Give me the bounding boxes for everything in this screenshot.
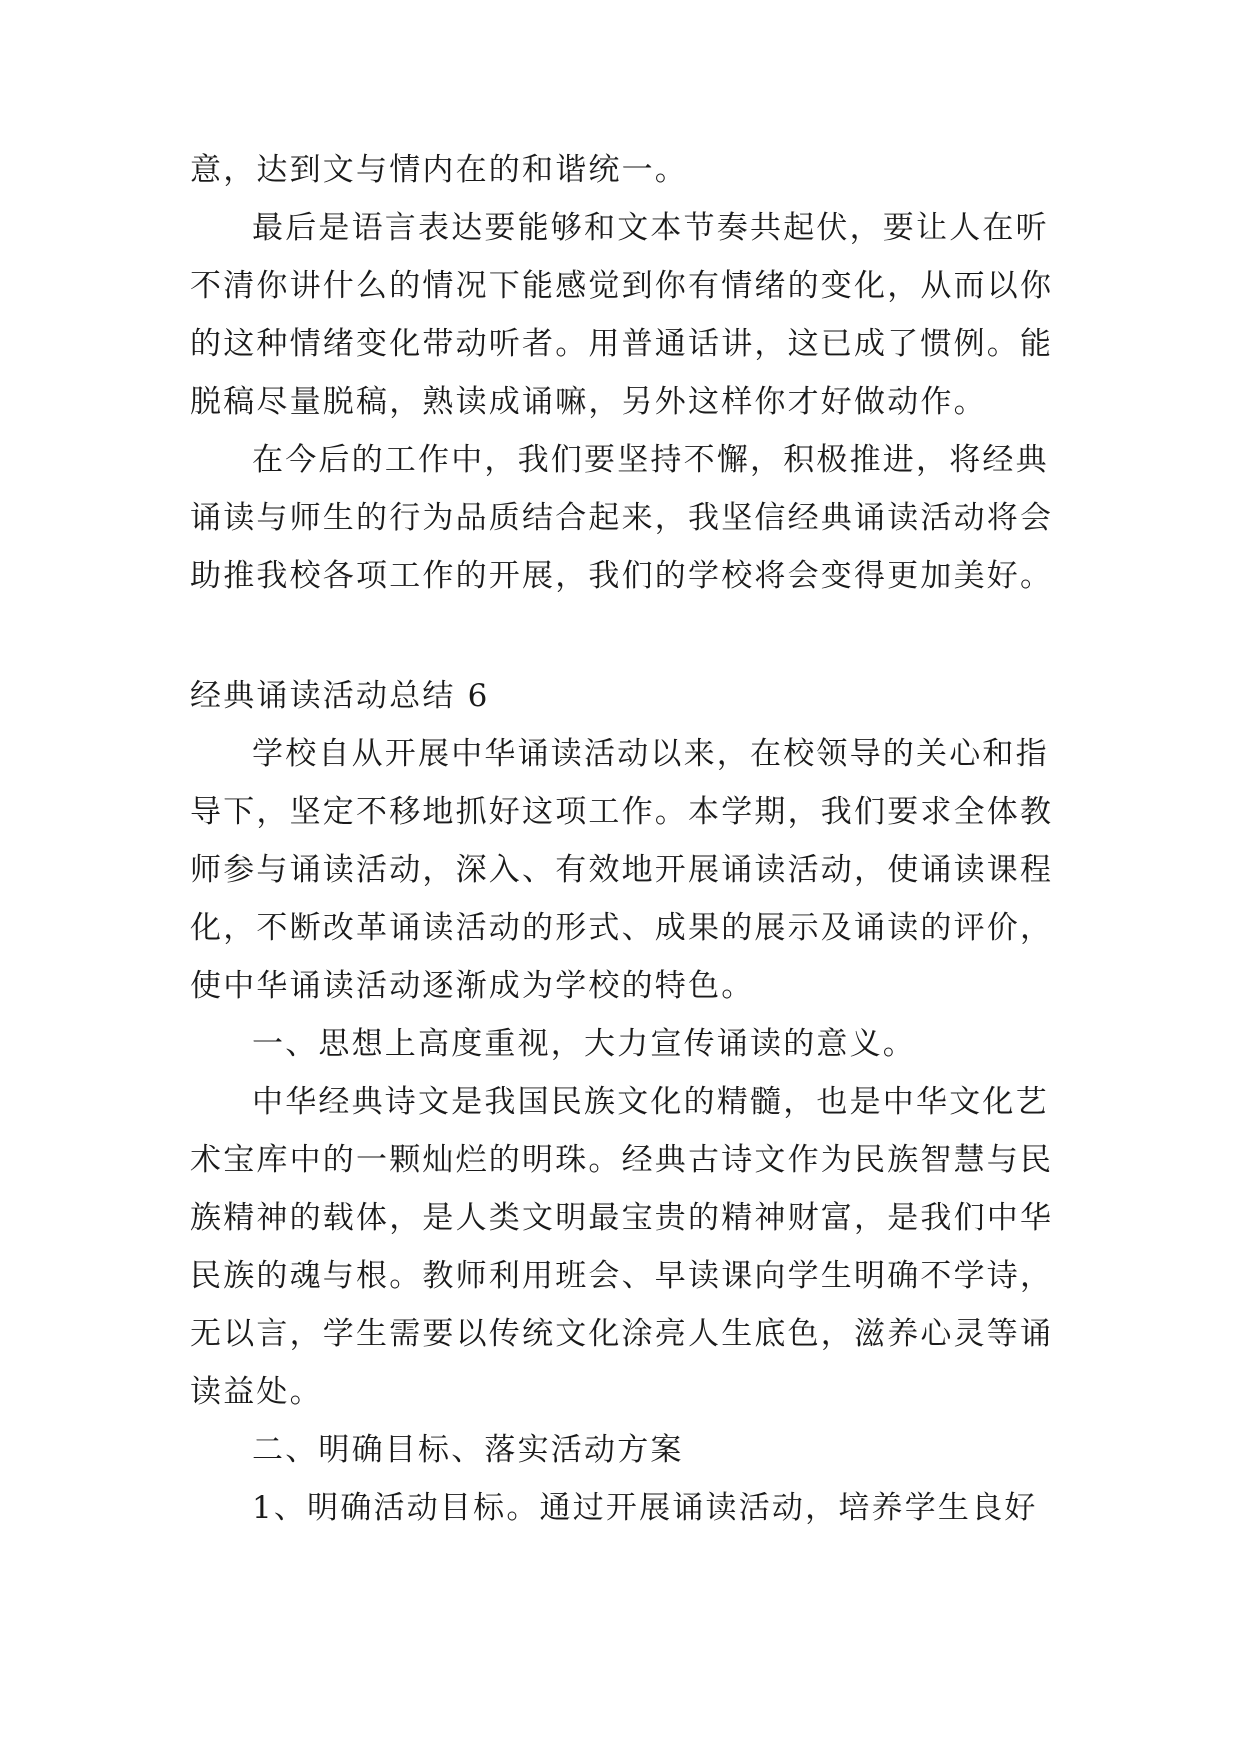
text-line: 师参与诵读活动，深入、有效地开展诵读活动，使诵读课程 bbox=[190, 852, 1054, 888]
text-line: 意，达到文与情内在的和谐统一。 bbox=[190, 152, 688, 188]
text-line: 的这种情绪变化带动听者。用普通话讲，这已成了惯例。能 bbox=[190, 326, 1054, 362]
text-line: 导下，坚定不移地抓好这项工作。本学期，我们要求全体教 bbox=[190, 794, 1054, 830]
subheading: 一、思想上高度重视，大力宣传诵读的意义。 bbox=[252, 1026, 916, 1062]
section-heading: 经典诵读活动总结 6 bbox=[190, 678, 490, 714]
text-line: 不清你讲什么的情况下能感觉到你有情绪的变化，从而以你 bbox=[190, 268, 1054, 304]
text-line: 诵读与师生的行为品质结合起来，我坚信经典诵读活动将会 bbox=[190, 500, 1054, 536]
subheading: 二、明确目标、落实活动方案 bbox=[252, 1432, 684, 1468]
text-line: 无以言，学生需要以传统文化涂亮人生底色，滋养心灵等诵 bbox=[190, 1316, 1054, 1352]
text-line: 1、明确活动目标。通过开展诵读活动，培养学生良好 bbox=[252, 1490, 1038, 1526]
text-line: 读益处。 bbox=[190, 1374, 323, 1410]
text-line: 使中华诵读活动逐渐成为学校的特色。 bbox=[190, 968, 755, 1004]
text-line: 术宝库中的一颗灿烂的明珠。经典古诗文作为民族智慧与民 bbox=[190, 1142, 1054, 1178]
text-line: 助推我校各项工作的开展，我们的学校将会变得更加美好。 bbox=[190, 558, 1054, 594]
text-line: 民族的魂与根。教师利用班会、早读课向学生明确不学诗， bbox=[190, 1258, 1054, 1294]
text-line: 在今后的工作中，我们要坚持不懈，积极推进，将经典 bbox=[252, 442, 1049, 478]
text-line: 化，不断改革诵读活动的形式、成果的展示及诵读的评价， bbox=[190, 910, 1054, 946]
text-line: 学校自从开展中华诵读活动以来，在校领导的关心和指 bbox=[252, 736, 1049, 772]
text-line: 脱稿尽量脱稿，熟读成诵嘛，另外这样你才好做动作。 bbox=[190, 384, 987, 420]
text-line: 最后是语言表达要能够和文本节奏共起伏，要让人在听 bbox=[252, 210, 1049, 246]
text-line: 中华经典诗文是我国民族文化的精髓，也是中华文化艺 bbox=[252, 1084, 1049, 1120]
text-line: 族精神的载体，是人类文明最宝贵的精神财富，是我们中华 bbox=[190, 1200, 1054, 1236]
